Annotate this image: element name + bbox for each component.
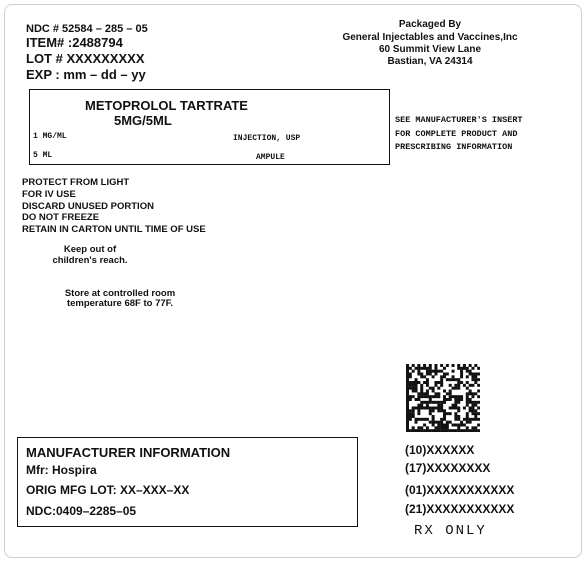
warning-line: DO NOT FREEZE bbox=[22, 212, 100, 223]
drug-volume: 5 ML bbox=[33, 151, 53, 160]
drug-name: METOPROLOL TARTRATE bbox=[85, 98, 248, 113]
manufacturer-heading: MANUFACTURER INFORMATION bbox=[26, 445, 231, 460]
datamatrix-barcode-icon bbox=[406, 364, 480, 432]
packager-street: 60 Summit View Lane bbox=[378, 44, 482, 55]
original-lot: ORIG MFG LOT: XX–XXX–XX bbox=[26, 483, 190, 497]
gs1-expiry-code: (17)XXXXXXXX bbox=[405, 461, 491, 475]
manufacturer-name: Mfr: Hospira bbox=[26, 463, 97, 477]
keep-out-line: Keep out of bbox=[63, 244, 117, 255]
drug-form: INJECTION, USP bbox=[233, 134, 301, 143]
packager-name: General Injectables and Vaccines,Inc bbox=[342, 32, 518, 43]
storage-line: temperature 68F to 77F. bbox=[66, 298, 174, 309]
rx-only-label: RX ONLY bbox=[414, 523, 487, 539]
drug-info-box bbox=[29, 89, 390, 165]
packager-heading: Packaged By bbox=[398, 19, 462, 30]
gs1-batch-code: (10)XXXXXX bbox=[405, 443, 475, 457]
warning-line: PROTECT FROM LIGHT bbox=[22, 177, 130, 188]
lot-number: LOT # XXXXXXXXX bbox=[26, 51, 145, 66]
warning-line: RETAIN IN CARTON UNTIL TIME OF USE bbox=[22, 224, 206, 235]
expiry-date: EXP : mm – dd – yy bbox=[26, 67, 146, 82]
drug-strength: 5MG/5ML bbox=[114, 113, 172, 128]
insert-note-line: SEE MANUFACTURER'S INSERT bbox=[395, 115, 523, 125]
item-number: ITEM# :2488794 bbox=[26, 35, 123, 50]
ndc-number: NDC # 52584 – 285 – 05 bbox=[26, 23, 148, 35]
insert-note-line: FOR COMPLETE PRODUCT AND bbox=[395, 129, 518, 139]
drug-concentration: 1 MG/ML bbox=[33, 132, 67, 141]
gs1-gtin-code: (01)XXXXXXXXXXX bbox=[405, 483, 515, 497]
drug-container: AMPULE bbox=[256, 153, 285, 162]
keep-out-line: children's reach. bbox=[52, 255, 128, 266]
manufacturer-info-box bbox=[17, 437, 358, 527]
storage-line: Store at controlled room bbox=[64, 288, 176, 299]
packager-city: Bastian, VA 24314 bbox=[387, 56, 473, 67]
insert-note-line: PRESCRIBING INFORMATION bbox=[395, 142, 513, 152]
warning-line: FOR IV USE bbox=[22, 189, 76, 200]
gs1-serial-code: (21)XXXXXXXXXXX bbox=[405, 502, 515, 516]
warning-line: DISCARD UNUSED PORTION bbox=[22, 201, 154, 212]
manufacturer-ndc: NDC:0409–2285–05 bbox=[26, 504, 137, 518]
